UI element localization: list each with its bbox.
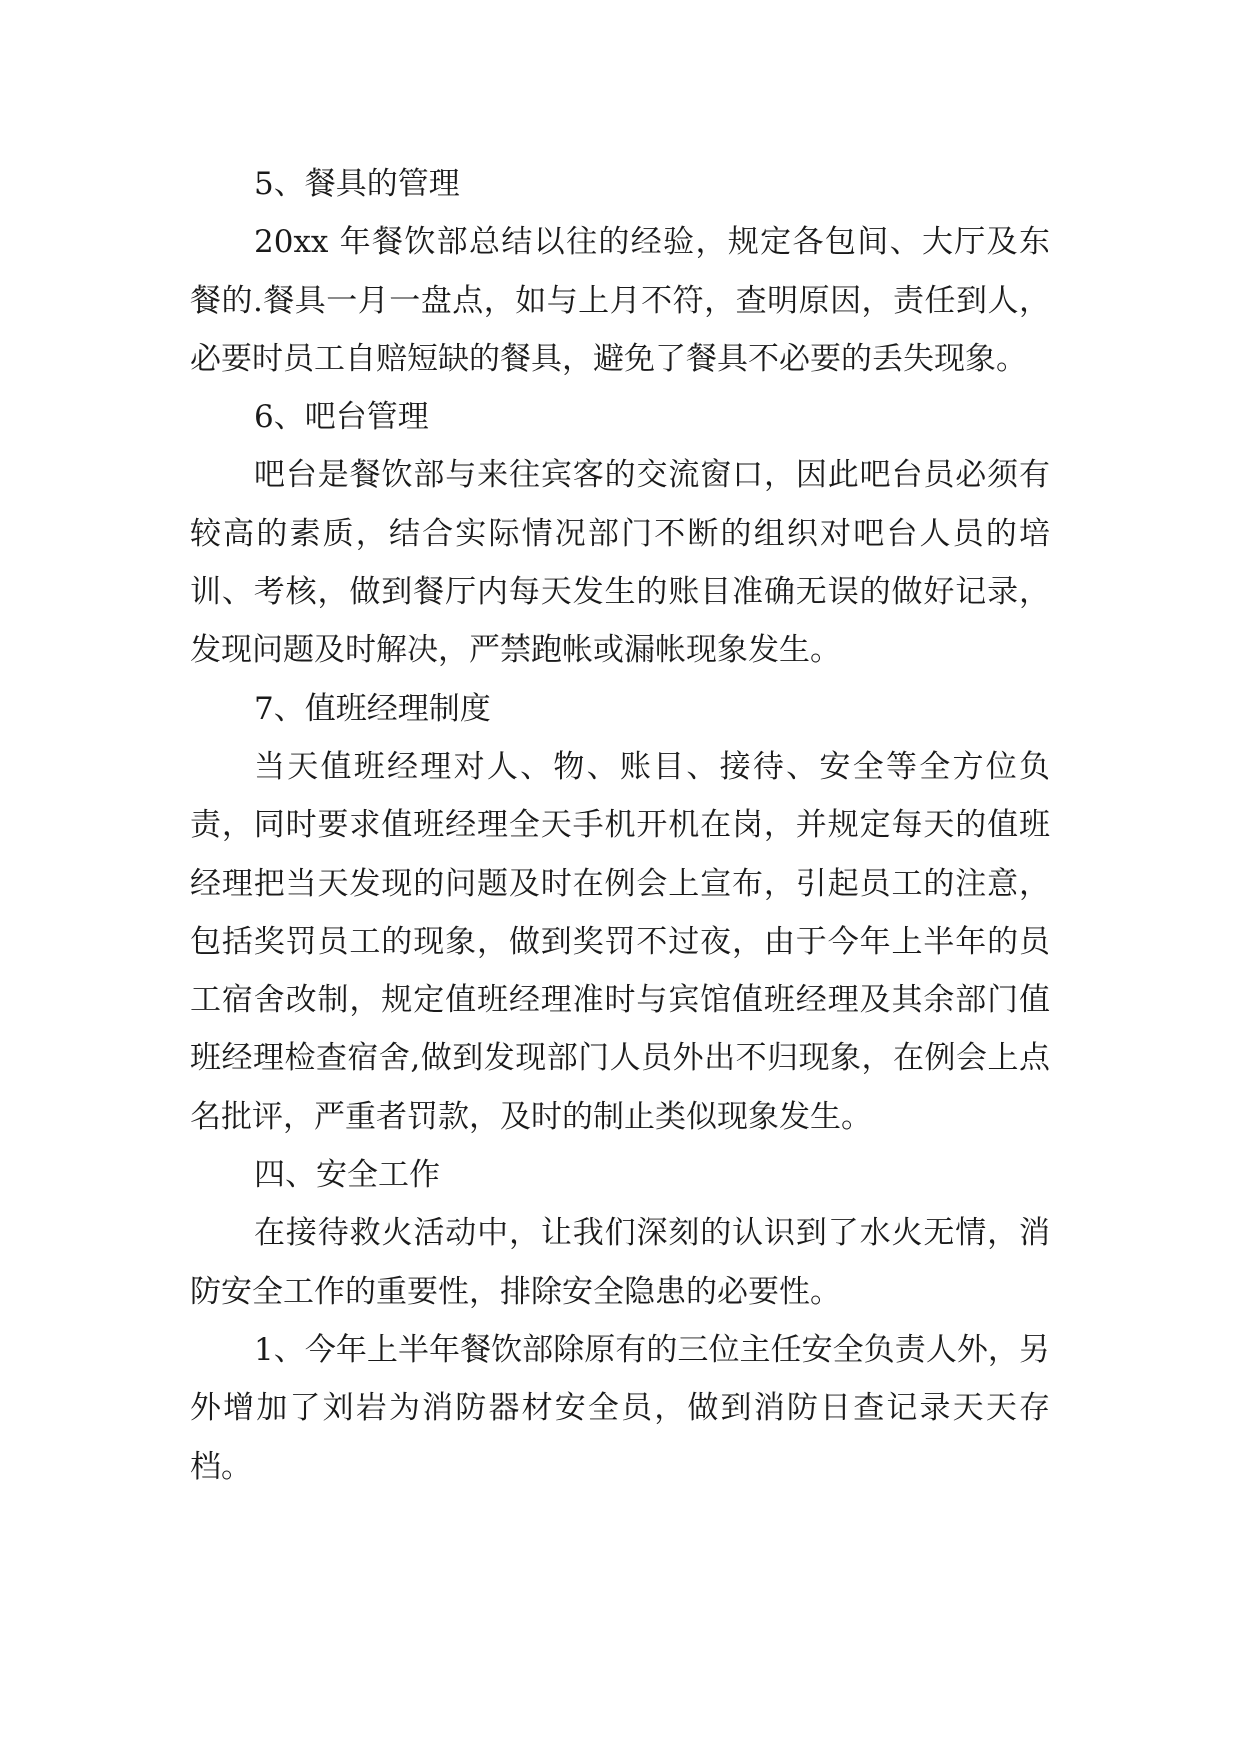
section-heading-bar: 6、吧台管理: [254, 399, 429, 436]
paragraph-duty-manager: 当天值班经理对人、物、账目、接待、安全等全方位负责，同时要求值班经理全天手机开机在岗，并规定每天的值班经理把当天发现的问题及时在例会上宣布，引起员工的注意，包括奖罚员工的现象，做到奖罚不过夜，由于今年上半年的员工宿舍改制，规定值班经理准时与宾馆值班经理及其余部门值班经理检查宿舍,做到发现部门人员外出不归现象，在例会上点名批评，严重者罚款，及时的制止类似现象发生。: [190, 748, 1050, 1135]
document-body: [190, 155, 1050, 1496]
paragraph-safety-item-1: 1、今年上半年餐饮部除原有的三位主任安全负责人外，另外增加了刘岩为消防器材安全员，做到消防日查记录天天存档。: [190, 1331, 1050, 1485]
paragraph-bar: 吧台是餐饮部与来往宾客的交流窗口，因此吧台员必须有较高的素质，结合实际情况部门不断的组织对吧台人员的培训、考核，做到餐厅内每天发生的账目准确无误的做好记录，发现问题及时解决，严禁跑帐或漏帐现象发生。: [190, 457, 1050, 669]
paragraph-safety-intro: 在接待救火活动中，让我们深刻的认识到了水火无情，消防安全工作的重要性，排除安全隐患的必要性。: [190, 1215, 1050, 1310]
section-heading-tableware: 5、餐具的管理: [254, 166, 460, 202]
paragraph-tableware: 20xx 年餐饮部总结以往的经验，规定各包间、大厅及东餐的.餐具一月一盘点，如与上月不符，查明原因，责任到人，必要时员工自赔短缺的餐具，避免了餐具不必要的丢失现象。: [190, 224, 1050, 377]
section-heading-safety: 四、安全工作: [254, 1157, 440, 1194]
section-heading-duty-manager: 7、值班经理制度: [254, 690, 491, 727]
